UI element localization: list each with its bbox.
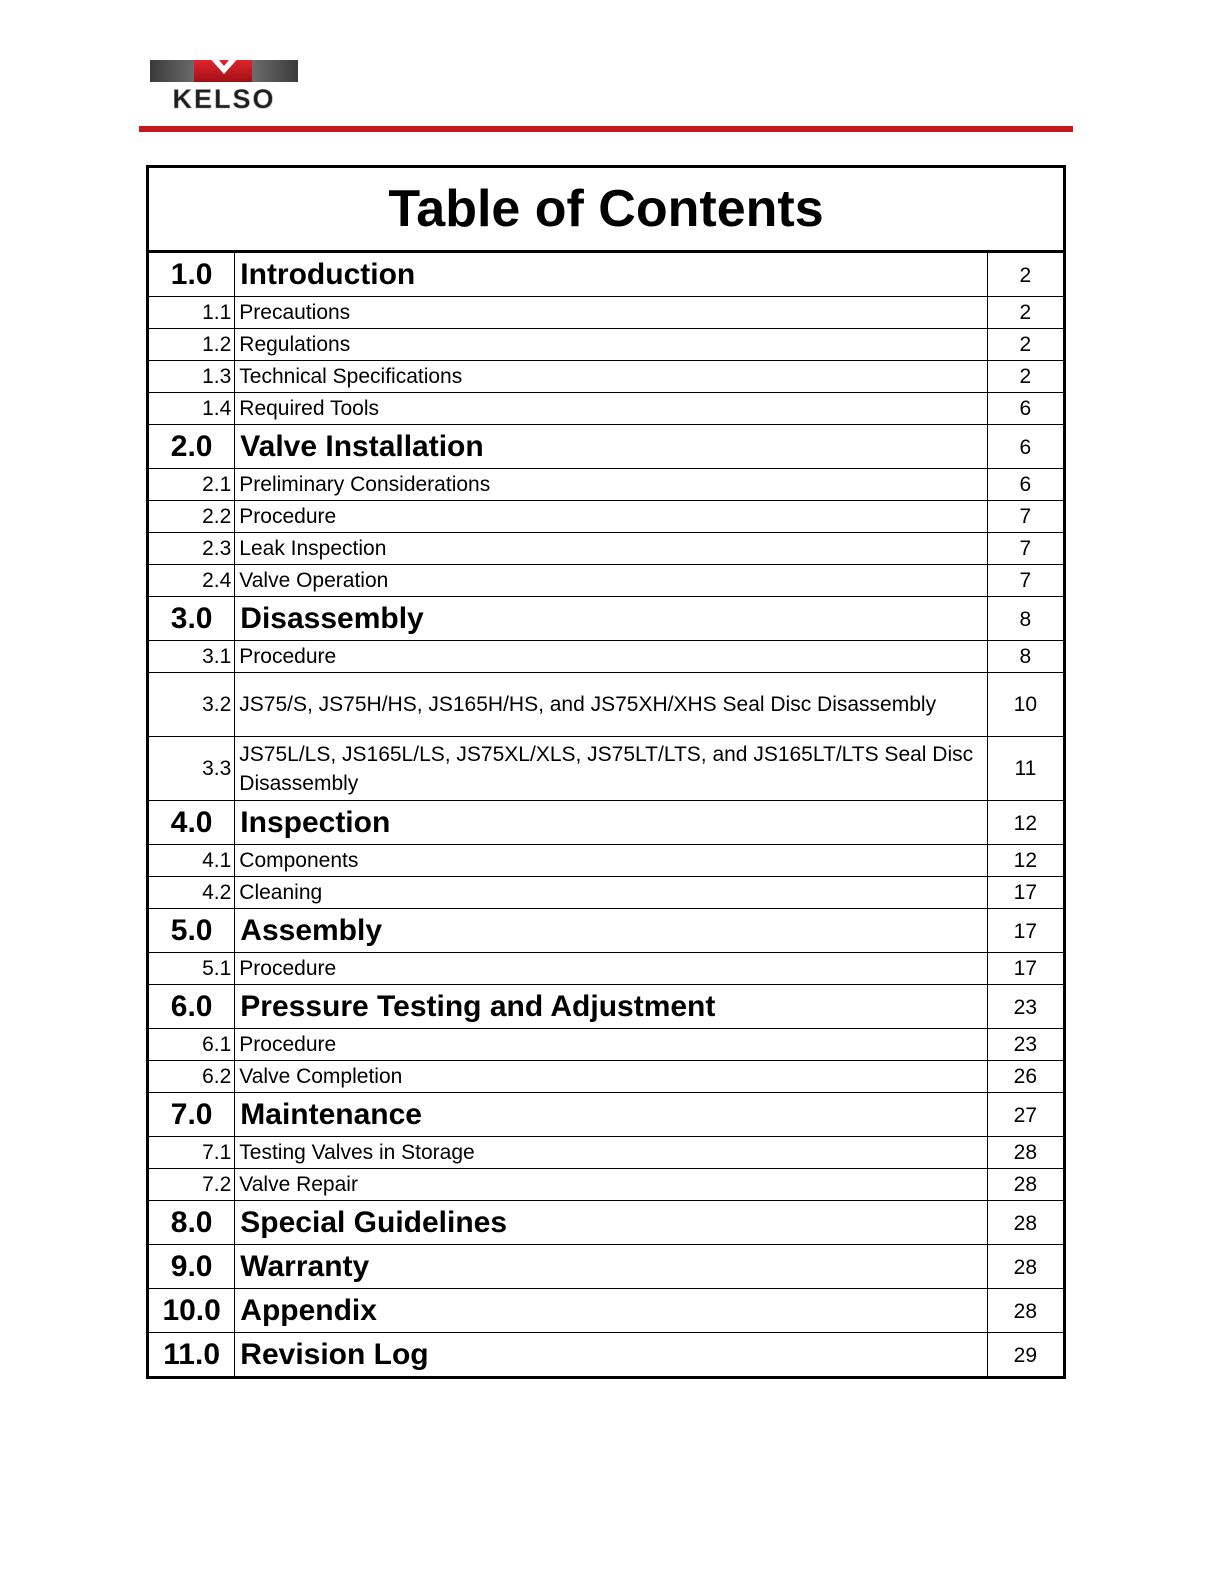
toc-section-row: [148, 1245, 1065, 1289]
toc-subsection-row: [148, 673, 1065, 737]
toc-entry-page: 2: [987, 361, 1064, 393]
toc-entry-label: Valve Operation: [235, 565, 987, 597]
toc-entry-number: 7.0: [148, 1093, 235, 1137]
toc-entry-page: 11: [987, 737, 1064, 801]
toc-entry-page: 28: [987, 1201, 1064, 1245]
toc-subsection-row: [148, 565, 1065, 597]
toc-entry-page: 28: [987, 1245, 1064, 1289]
toc-entry-label: Pressure Testing and Adjustment: [235, 985, 987, 1029]
toc-subsection-row: [148, 329, 1065, 361]
toc-entry-page: 27: [987, 1093, 1064, 1137]
toc-entry-number: 4.0: [148, 801, 235, 845]
toc-entry-label: Warranty: [235, 1245, 987, 1289]
toc-entry-page: 12: [987, 845, 1064, 877]
toc-entry-number: 1.3: [148, 361, 235, 393]
toc-entry-number: 11.0: [148, 1333, 235, 1378]
toc-entry-page: 7: [987, 565, 1064, 597]
toc-entry-page: 7: [987, 501, 1064, 533]
toc-entry-page: 6: [987, 425, 1064, 469]
toc-entry-number: 8.0: [148, 1201, 235, 1245]
toc-entry-label: Testing Valves in Storage: [235, 1137, 987, 1169]
toc-subsection-row: [148, 297, 1065, 329]
toc-subsection-row: [148, 393, 1065, 425]
toc-subsection-row: [148, 845, 1065, 877]
toc-entry-page: 28: [987, 1289, 1064, 1333]
toc-entry-label: Components: [235, 845, 987, 877]
toc-section-row: [148, 252, 1065, 297]
toc-entry-page: 28: [987, 1169, 1064, 1201]
toc-entry-number: 7.2: [148, 1169, 235, 1201]
toc-entry-number: 3.3: [148, 737, 235, 801]
toc-entry-number: 1.1: [148, 297, 235, 329]
toc-table: [146, 165, 1066, 1379]
toc-subsection-row: [148, 361, 1065, 393]
toc-entry-page: 2: [987, 252, 1064, 297]
toc-entry-page: 2: [987, 329, 1064, 361]
toc-entry-number: 4.2: [148, 877, 235, 909]
toc-entry-page: 10: [987, 673, 1064, 737]
toc-entry-label: Revision Log: [235, 1333, 987, 1378]
toc-entry-page: 8: [987, 597, 1064, 641]
toc-entry-page: 17: [987, 877, 1064, 909]
toc-section-row: [148, 1093, 1065, 1137]
toc-entry-label: Valve Repair: [235, 1169, 987, 1201]
toc-entry-label: Valve Installation: [235, 425, 987, 469]
toc-entry-page: 7: [987, 533, 1064, 565]
kelso-logo: [148, 52, 300, 112]
toc-entry-label: Precautions: [235, 297, 987, 329]
toc-subsection-row: [148, 1061, 1065, 1093]
toc-entry-page: 6: [987, 393, 1064, 425]
toc-entry-label: Assembly: [235, 909, 987, 953]
toc-entry-label: Maintenance: [235, 1093, 987, 1137]
toc-subsection-row: [148, 1169, 1065, 1201]
toc-subsection-row: [148, 1137, 1065, 1169]
toc-entry-page: 26: [987, 1061, 1064, 1093]
toc-entry-number: 2.4: [148, 565, 235, 597]
toc-entry-page: 23: [987, 1029, 1064, 1061]
toc-entry-number: 2.3: [148, 533, 235, 565]
toc-section-row: [148, 909, 1065, 953]
toc-subsection-row: [148, 641, 1065, 673]
toc-section-row: [148, 985, 1065, 1029]
toc-entry-page: 29: [987, 1333, 1064, 1378]
toc-section-row: [148, 1333, 1065, 1378]
toc-entry-label: Required Tools: [235, 393, 987, 425]
toc-entry-page: 28: [987, 1137, 1064, 1169]
toc-entry-number: 5.1: [148, 953, 235, 985]
toc-entry-number: 3.2: [148, 673, 235, 737]
toc-entry-label: JS75L/LS, JS165L/LS, JS75XL/XLS, JS75LT/LTS, and JS165LT/LTS Seal Disc Disassembly: [235, 737, 987, 801]
toc-entry-label: Procedure: [235, 501, 987, 533]
toc-entry-label: Procedure: [235, 953, 987, 985]
toc-entry-label: Inspection: [235, 801, 987, 845]
toc-entry-page: 2: [987, 297, 1064, 329]
toc-entry-label: JS75/S, JS75H/HS, JS165H/HS, and JS75XH/XHS Seal Disc Disassembly: [235, 673, 987, 737]
toc-entry-label: Cleaning: [235, 877, 987, 909]
toc-section-row: [148, 1289, 1065, 1333]
toc-subsection-row: [148, 953, 1065, 985]
toc-entry-number: 2.0: [148, 425, 235, 469]
toc-entry-page: 23: [987, 985, 1064, 1029]
toc-entry-label: Technical Specifications: [235, 361, 987, 393]
header-red-rule: [139, 126, 1073, 132]
toc-entry-number: 2.1: [148, 469, 235, 501]
toc-entry-number: 6.1: [148, 1029, 235, 1061]
toc-entry-page: 6: [987, 469, 1064, 501]
toc-entry-label: Procedure: [235, 1029, 987, 1061]
toc-entry-label: Leak Inspection: [235, 533, 987, 565]
toc-subsection-row: [148, 501, 1065, 533]
toc-section-row: [148, 597, 1065, 641]
toc-entry-label: Appendix: [235, 1289, 987, 1333]
toc-entry-number: 9.0: [148, 1245, 235, 1289]
toc-entry-page: 17: [987, 909, 1064, 953]
toc-entry-page: 17: [987, 953, 1064, 985]
toc-section-row: [148, 801, 1065, 845]
toc-entry-number: 10.0: [148, 1289, 235, 1333]
toc-subsection-row: [148, 469, 1065, 501]
logo-wordmark: KELSO: [172, 84, 276, 112]
toc-entry-label: Disassembly: [235, 597, 987, 641]
toc-entry-number: 1.4: [148, 393, 235, 425]
toc-title: Table of Contents: [148, 167, 1065, 252]
toc-entry-page: 8: [987, 641, 1064, 673]
toc-entry-label: Preliminary Considerations: [235, 469, 987, 501]
toc-entry-number: 3.1: [148, 641, 235, 673]
toc-entry-page: 12: [987, 801, 1064, 845]
toc-subsection-row: [148, 533, 1065, 565]
toc-entry-number: 6.2: [148, 1061, 235, 1093]
toc-subsection-row: [148, 1029, 1065, 1061]
toc-section-row: [148, 1201, 1065, 1245]
toc-entry-number: 1.2: [148, 329, 235, 361]
toc-entry-number: 2.2: [148, 501, 235, 533]
toc-entry-label: Valve Completion: [235, 1061, 987, 1093]
toc-entry-number: 7.1: [148, 1137, 235, 1169]
toc-section-row: [148, 425, 1065, 469]
toc-subsection-row: [148, 737, 1065, 801]
toc-entry-number: 4.1: [148, 845, 235, 877]
toc-entry-label: Regulations: [235, 329, 987, 361]
toc-entry-number: 6.0: [148, 985, 235, 1029]
toc-entry-number: 3.0: [148, 597, 235, 641]
toc-entry-label: Procedure: [235, 641, 987, 673]
toc-entry-label: Introduction: [235, 252, 987, 297]
toc-entry-label: Special Guidelines: [235, 1201, 987, 1245]
toc-entry-number: 5.0: [148, 909, 235, 953]
toc-subsection-row: [148, 877, 1065, 909]
toc-entry-number: 1.0: [148, 252, 235, 297]
